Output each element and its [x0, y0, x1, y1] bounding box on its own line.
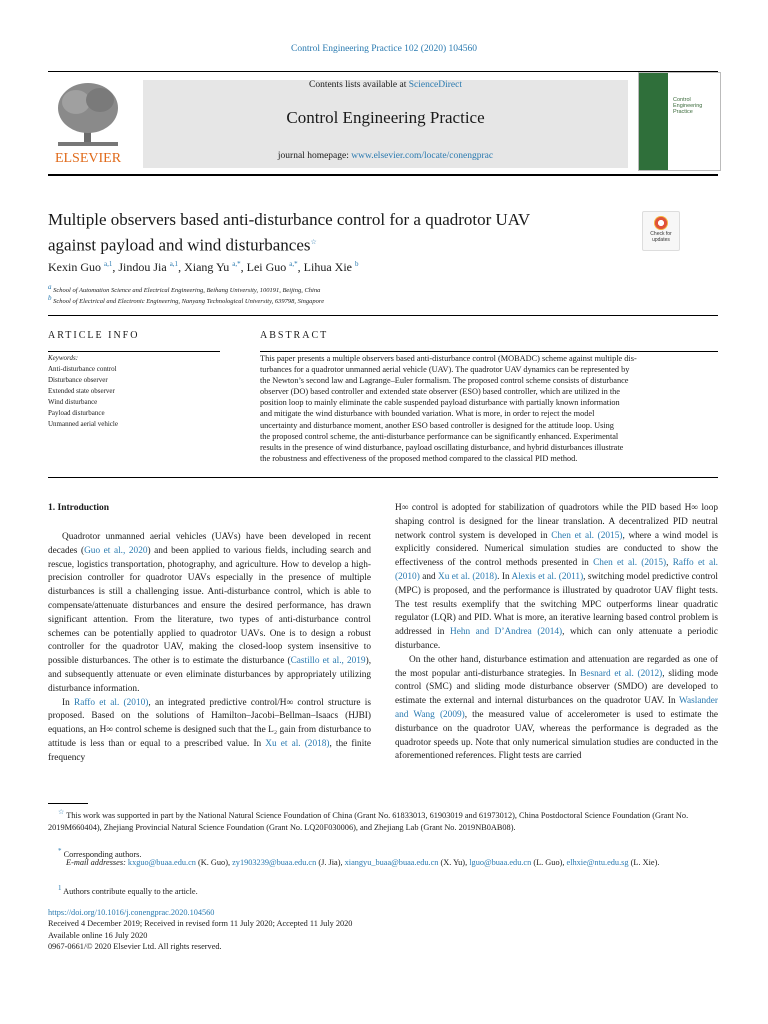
email-link[interactable]: xiangyu_buaa@buaa.edu.cn [344, 858, 439, 867]
keyword: Disturbance observer [48, 376, 108, 384]
funding-footnote [48, 806, 718, 835]
intro-paragraph-2: In Raffo et al. (2010), an integrated predictive control/H∞ control structure is proposed. Based on the solutions of Hamilton–Jacobi–Bellman–Isaacs (HJBI) equations, an H∞ control scheme is designed such that the L₂ gain from disturbance to attitude is less than or equal to a prescribed value. In Xu et al. (2018), the finite frequency [48, 697, 372, 763]
body-right-column [395, 502, 718, 764]
citation-link[interactable]: Castillo et al., 2019 [290, 656, 366, 667]
journal-cover-thumbnail[interactable] [638, 72, 721, 171]
body-left-column [48, 531, 371, 766]
title-footnote-mark[interactable]: ☆ [310, 238, 317, 246]
citation-link[interactable]: Xu et al. (2018) [265, 738, 330, 749]
journal-name: Control Engineering Practice [286, 108, 485, 127]
abstract-line: turbances for a quadrotor unmanned aerial vehicle (UAV). The quadrotor UAV dynamics can be represented by [260, 365, 630, 375]
check-for-updates-badge[interactable] [642, 211, 680, 251]
citation-link[interactable]: Raffo et al. (2010) [395, 558, 718, 582]
author-list: Kexin Guo $^{a,1}$, Jindou Jia $^{a,1}$, Xiang Yu $^{a,*}$, Lei Guo $^{a,*}$, Lihua Xie $^b$ [48, 260, 359, 274]
author-affil-mark[interactable]: a,* [232, 260, 241, 268]
author-affil-mark[interactable]: a,1 [169, 260, 179, 268]
email-link[interactable]: kxguo@buaa.edu.cn [127, 858, 196, 867]
email-owner: (L. Guo), [531, 858, 565, 867]
article-info-rule [48, 351, 220, 352]
citation-link[interactable]: Hehn and D’Andrea (2014) [449, 627, 563, 638]
abstract-line: This paper presents a multiple observers based anti-disturbance control (MOBADC) scheme against multiple dis- [260, 354, 637, 363]
elsevier-tree-icon [48, 78, 128, 168]
author-affil-mark[interactable]: b [354, 260, 359, 268]
abstract-line: the proposed control scheme, the anti-disturbance performance can be significantly enhanced. Experimental [260, 431, 619, 441]
citation-link[interactable]: Chen et al. (2015) [593, 558, 667, 569]
check-updates-icon [654, 216, 668, 230]
citation-link[interactable]: Chen et al. (2015) [551, 530, 623, 541]
title-line-1: Multiple observers based anti-disturbance control for a quadrotor UAV [48, 210, 531, 229]
abstract-text [260, 353, 718, 464]
introduction-heading: 1. Introduction [48, 503, 110, 513]
email-label: E-mail addresses: [66, 858, 126, 867]
funding-footnote-mark: ☆ [58, 808, 65, 816]
publication-info [48, 907, 352, 953]
author-name[interactable]: Lihua Xie [303, 260, 352, 274]
journal-reference[interactable]: Control Engineering Practice 102 (2020) 104560 [290, 44, 477, 54]
keyword: Wind disturbance [48, 398, 98, 406]
article-info-heading: ARTICLE INFO [48, 330, 140, 341]
citation-link[interactable]: Raffo et al. (2010) [74, 697, 149, 708]
keyword: Unmanned aerial vehicle [48, 420, 118, 428]
author-name[interactable]: Jindou Jia [118, 260, 167, 274]
contents-prefix: Contents lists available at [308, 80, 409, 90]
author-affil-mark[interactable]: a,1 [104, 260, 113, 268]
contents-available [143, 80, 628, 90]
available-online: Available online 16 July 2020 [48, 930, 148, 940]
corresponding-mark: * [58, 847, 62, 855]
email-owner: (X. Yu), [438, 858, 470, 867]
homepage-prefix: journal homepage: [277, 151, 352, 161]
copyright: 0967-0661/© 2020 Elsevier Ltd. All rights reserved. [48, 942, 222, 952]
citation-link[interactable]: Besnard et al. (2012) [580, 668, 663, 679]
keyword: Extended state observer [48, 387, 115, 395]
affiliation-b [48, 294, 324, 305]
intro-paragraph-3: H∞ control is adopted for stabilization of quadrotors while the PID based H∞ loop shaping control is designed for the linear translation. A decentralized PID neutral network control system is developed in Chen et al. (2015), where a wind model is explicitly considered. Numerical simulation studies are conducted to show the effectiveness of the control methods presented in Chen et al. (2015), Raffo et al. (2010) and Xu et al. (2018). In Alexis et al. (2011), switching model predictive control (MPC) is proposed, and the performance is illustrated by quadrotor UAV flight tests. The test results exemplify that the switching MPC outperforms linear quadratic regulator (LQR) and PID. What is more, an iterative learning based control problem is addressed in Hehn and D’Andrea (2014), which can only attenuate a periodic disturbance. [395, 503, 718, 651]
funding-text: This work was supported in part by the National Natural Science Foundation of China (Grant No. 61833013, 61903019 and 61973012), China Postdoctoral Science Foundation (Grant No. 2019M660404), Zhejiang Provincial Natural Science Foundation (Grant No. LQ20F030006), and Zhejiang Lab (Grant No. 2019NB0AB08). [48, 810, 689, 833]
cover-title: Control Engineering Practice [673, 97, 703, 115]
abstract-line: uncertainty and disturbance moment, another ESO based controller is designed for the attitude loop. Using [260, 420, 614, 430]
abstract-line: position loop to mainly eliminate the cable suspended payload disturbance with partially known information [260, 398, 620, 408]
cover-green-band [639, 73, 668, 170]
equal-text: Authors contribute equally to the article. [63, 886, 198, 896]
publisher-wordmark: ELSEVIER [54, 151, 122, 166]
elsevier-logo[interactable] [48, 78, 128, 168]
author-affil-mark[interactable]: a,* [289, 260, 298, 268]
keywords-label: Keywords: [48, 354, 79, 362]
article-title [48, 209, 638, 257]
abstract-line: the robustness and effectiveness of the proposed method compared to the classical PID method. [260, 453, 578, 463]
abstract-line: and mitigate the wind disturbance with bounded variation. What is more, in order to reject the model [260, 409, 595, 419]
abstract-line: observer (DO) based controller and extended state observer (ESO) based controller, which are utilized in the [260, 387, 620, 397]
citation-link[interactable]: Waslander and Wang (2009) [395, 696, 718, 720]
equal-mark: 1 [58, 884, 62, 892]
affiliation-text: School of Electrical and Electronic Engineering, Nanyang Technological University, 639798, Singapore [53, 298, 325, 306]
keywords-list [48, 364, 118, 430]
footnote-rule [48, 803, 88, 804]
email-link[interactable]: lguo@buaa.edu.cn [469, 858, 532, 867]
email-owner: (J. Jia), [316, 858, 345, 867]
email-link[interactable]: elhxie@ntu.edu.sg [566, 858, 629, 867]
email-owner: (K. Guo), [195, 858, 233, 867]
abstract-rule [260, 351, 718, 352]
doi-link[interactable]: https://doi.org/10.1016/j.conengprac.2020.104560 [48, 908, 215, 917]
equal-contribution-footnote [48, 882, 728, 898]
abstract-line: results in the presence of wind disturbance, payload oscillating disturbance, and hybrid disturbances illustrate [260, 442, 624, 452]
citation-link[interactable]: Guo et al., 2020 [84, 545, 148, 556]
abstract-line: the Newton’s second law and Lagrange–Euler formalism. The proposed control scheme consists of disturbance [260, 376, 629, 386]
title-line-2: against payload and wind disturbances [48, 235, 311, 255]
sciencedirect-link[interactable]: ScienceDirect [408, 80, 462, 90]
abstract-bottom-rule [48, 477, 718, 478]
check-updates-label: Check for updates [650, 231, 672, 243]
author-name[interactable]: Lei Guo [246, 260, 287, 274]
abstract-heading: ABSTRACT [260, 330, 329, 341]
email-link[interactable]: zy1903239@buaa.edu.cn [232, 858, 317, 867]
affiliation-mark: b [48, 294, 52, 302]
author-name[interactable]: Xiang Yu [184, 260, 230, 274]
header-bottom-rule [48, 174, 718, 176]
header-top-rule [48, 71, 718, 72]
affiliation-a [48, 283, 320, 294]
homepage-link[interactable]: www.elsevier.com/locate/conengprac [351, 151, 494, 161]
affiliation-mark: a [48, 283, 52, 291]
intro-paragraph-1: Quadrotor unmanned aerial vehicles (UAVs) have been developed in recent decades (Guo et al., 2020) and been applied to various fields, including search and rescue, logistics transportation, photography, and agriculture. How to develop a high-precision controller for quadrotor UAVs especially in the presence of multiple disturbances is still a challenging issue. Anti-disturbance control, which is able to compensate/attenuate disturbances and ensure the desired performance, has drawn significant attention. From the literature, two types of anti-disturbance control schemes can be potentially applied to quadrotor UAVs. One is to design a robust controller for the quadrotor UAV, making the closed-loop system insensitive to possible disturbances. The other is to estimate the disturbance (Castillo et al., 2019), and subsequently attenuate or even eliminate disturbances by appropriately utilizing disturbance information. [48, 532, 372, 694]
intro-paragraph-4: On the other hand, disturbance estimation and attenuation are regarded as one of the most popular anti-disturbance strategies. In Besnard et al. (2012), sliding mode control (SMC) and sliding mode disturbance observer (SMDO) are developed to estimate the external and internal disturbances on the quadrotor UAV. In Waslander and Wang (2009), the measured value of accelerometer is used to estimate the disturbance on the quadrotor UAV, whereas the performance is degraded as the quadrotor speeds up. Note that only numerical simulation studies are conducted in the aforementioned references. Flight tests are carried [395, 654, 718, 762]
journal-homepage [143, 151, 628, 161]
email-footnote [48, 857, 718, 870]
email-owner: (L. Xie). [628, 858, 660, 867]
keyword: Anti-disturbance control [48, 365, 117, 373]
citation-link[interactable]: Xu et al. (2018) [438, 571, 498, 582]
author-name[interactable]: Kexin Guo [48, 260, 101, 274]
info-top-rule [48, 315, 718, 316]
received-dates: Received 4 December 2019; Received in revised form 11 July 2020; Accepted 11 July 2020 [48, 919, 353, 929]
affiliation-text: School of Automation Science and Electrical Engineering, Beihang University, 100191, Beijing, China [53, 287, 321, 295]
citation-link[interactable]: Alexis et al. (2011) [511, 571, 584, 582]
keyword: Payload disturbance [48, 409, 105, 417]
corresponding-text: Corresponding authors. [63, 849, 142, 859]
